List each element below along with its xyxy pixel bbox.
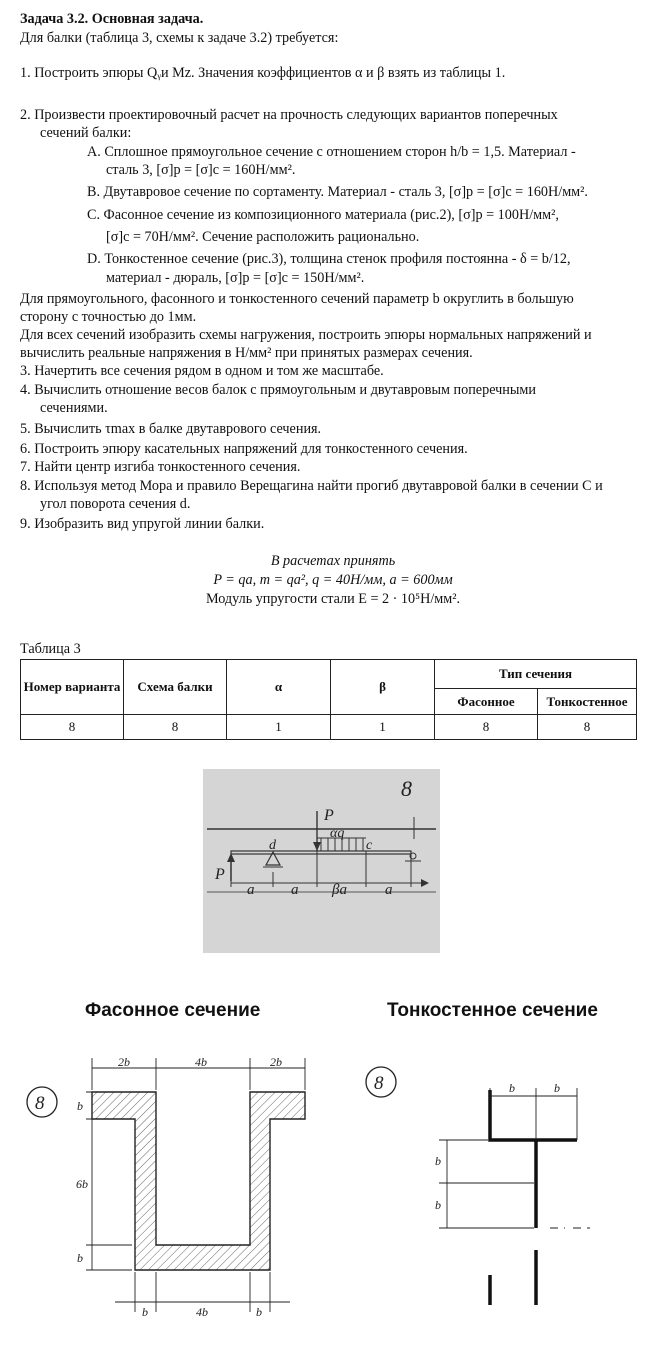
header-shaped: Фасонное [435,689,538,715]
item-3: 3. Начертить все сечения рядом в одном и том же масштабе. [20,363,384,379]
dim-6b: 6b [76,1177,88,1191]
shaped-section-drawing [20,1050,320,1330]
sub-a-line1: A. Сплошное прямоугольное сечение с отношением сторон h/b = 1,5. Материал - [87,144,576,160]
shaped-section-title: Фасонное сечение [85,1000,261,1021]
item-8-line2: угол поворота сечения d. [40,496,191,512]
sub-a-line2: сталь 3, [σ]p = [σ]c = 160Н/мм². [106,162,296,178]
dim-b-top: b [77,1099,83,1113]
thin-section-title: Тонкостенное сечение [387,1000,598,1021]
beam-scheme-drawing [203,769,440,953]
dim-b-1: b [509,1081,515,1095]
dim-4b-top: 4b [195,1055,207,1069]
scheme-number: 8 [401,776,412,801]
task-title: Задача 3.2. Основная задача. [20,11,204,27]
sub-d-line2: материал - дюраль, [σ]p = [σ]c = 150Н/мм². [106,270,365,286]
label-beta-a: βa [332,882,347,898]
item-7: 7. Найти центр изгиба тонкостенного сечения. [20,459,301,475]
sub-d-line1: D. Тонкостенное сечение (рис.3), толщина стенок профиля постоянна - δ = b/12, [87,251,571,267]
dim-b-bottom: b [77,1251,83,1265]
calc-modulus: Модуль упругости стали E = 2 · 10⁵Н/мм². [205,591,461,607]
table-cell: 8 [21,715,124,740]
table-cell: 1 [331,715,435,740]
thin-number: 8 [374,1073,384,1094]
item-8-line1: 8. Используя метод Мора и правило Верещагина найти прогиб двутавровой балки в сечении C и [20,478,603,494]
intro-text: Для балки (таблица 3, схемы к задаче 3.2) требуется: [20,30,339,46]
calc-heading: В расчетах принять [270,553,396,569]
dim-2b-left: 2b [118,1055,130,1069]
dim-b-3: b [435,1154,441,1168]
para-1-line2: сторону с точностью до 1мм. [20,309,197,325]
label-p-top: P [324,807,334,824]
label-a1: a [247,882,255,898]
label-p-left: P [215,866,225,883]
label-d: d [269,838,276,853]
label-a2: a [291,882,299,898]
beam-scheme-photo [203,769,440,953]
item-2-line1: 2. Произвести проектировочный расчет на прочность следующих вариантов поперечных [20,107,558,123]
variant-table [20,659,637,740]
item-6: 6. Построить эпюру касательных напряжений для тонкостенного сечения. [20,441,468,457]
table-caption: Таблица 3 [20,641,81,657]
thin-section-drawing [355,1050,655,1310]
item-5: 5. Вычислить τmax в балке двутаврового сечения. [20,421,322,437]
table-cell: 8 [124,715,227,740]
table-cell: 8 [538,715,637,740]
dim-2b-right: 2b [270,1055,282,1069]
sub-c-line2: [σ]c = 70Н/мм². Сечение расположить рационально. [106,229,420,245]
header-thin: Тонкостенное [538,689,637,715]
header-scheme: Схема балки [124,660,227,715]
item-4-line1: 4. Вычислить отношение весов балок с прямоугольным и двутавровым поперечными [20,382,536,398]
header-variant: Номер варианта [21,660,124,715]
label-c: c [366,838,373,853]
para-2-line2: вычислить реальные напряжения в Н/мм² при принятых размерах сечения. [20,345,473,361]
para-2-line1: Для всех сечений изобразить схемы нагружения, построить эпюры нормальных напряжений и [20,327,592,343]
para-1-line1: Для прямоугольного, фасонного и тонкостенного сечений параметр b округлить в большую [20,291,574,307]
table-cell: 8 [435,715,538,740]
shaped-number: 8 [35,1093,45,1114]
calc-values: P = qa, m = qa², q = 40Н/мм, a = 600мм [213,572,453,588]
item-9: 9. Изобразить вид упругой линии балки. [20,516,265,532]
header-alpha: α [227,660,331,715]
table-cell: 1 [227,715,331,740]
header-section-type: Тип сечения [435,660,637,689]
item-1: 1. Построить эпюры Qᵧи Mz. Значения коэффициентов α и β взять из таблицы 1. [20,65,506,81]
dim-b-bottom-left: b [142,1305,148,1319]
item-4-line2: сечениями. [40,400,108,416]
label-a4: a [385,882,393,898]
item-2-line2: сечений балки: [40,125,132,141]
dim-b-bottom-right: b [256,1305,262,1319]
label-alpha-q: αq [330,826,345,841]
sub-b: B. Двутавровое сечение по сортаменту. Материал - сталь 3, [σ]p = [σ]c = 160Н/мм². [87,184,588,200]
sub-c-line1: C. Фасонное сечение из композиционного материала (рис.2), [σ]p = 100Н/мм², [87,207,559,223]
dim-b-4: b [435,1198,441,1212]
dim-b-2: b [554,1081,560,1095]
header-beta: β [331,660,435,715]
dim-4b-bottom: 4b [196,1305,208,1319]
